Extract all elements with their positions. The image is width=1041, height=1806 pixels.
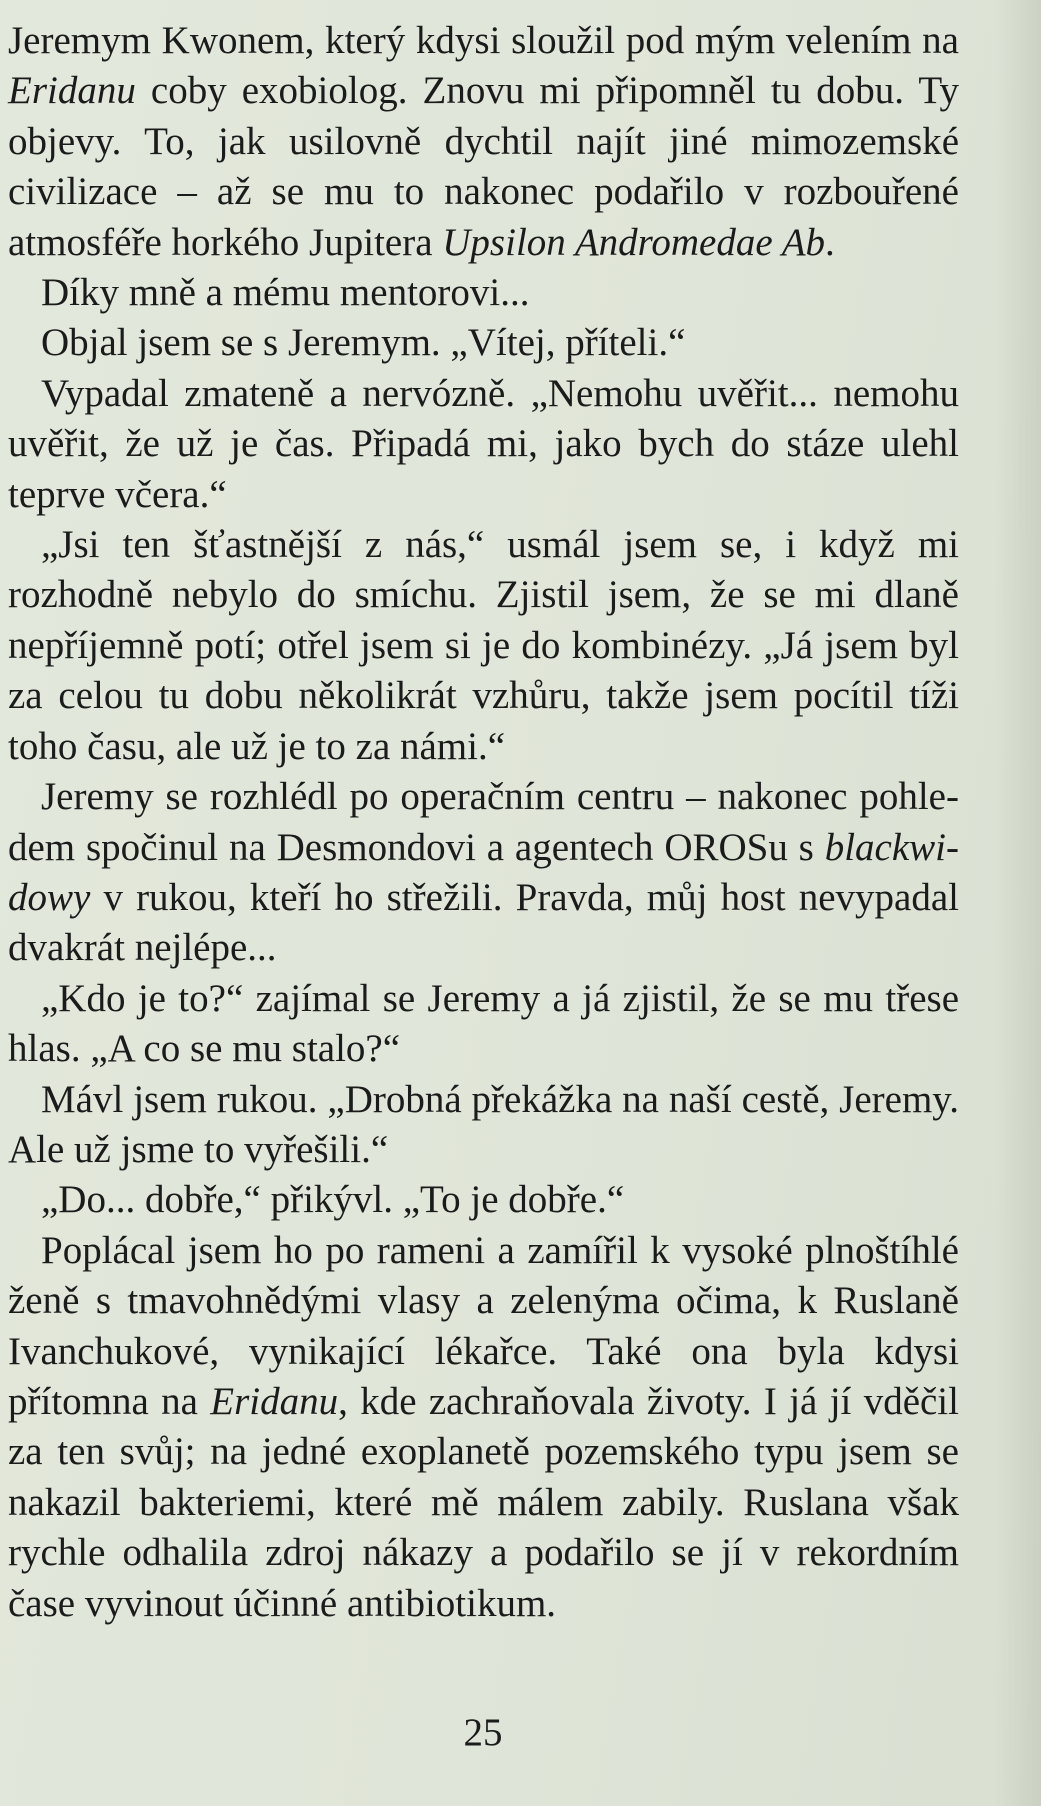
paragraph <box>8 1175 959 1225</box>
page-number: 25 <box>463 1711 503 1754</box>
text-run: v rukou, kteří ho střežili. Pravda, můj host nevypadal dvakrát nejlépe... <box>8 875 959 970</box>
text-run: „Kdo je to?“ zajímal se Jeremy a já zjistil, že se mu třese hlas. „A co se mu stalo?“ <box>8 976 959 1071</box>
paragraph <box>8 520 959 772</box>
text-run: Díky mně a mému mentorovi... <box>41 271 530 315</box>
text-run: „Do... dobře,“ přikývl. „To je dobře.“ <box>41 1178 625 1222</box>
page-edge-shadow <box>995 0 1041 1806</box>
text-run: Jeremy se rozhlédl po operačním centru – nakonec pohledem spočinul na Desmondovi a agentech OROSu s <box>8 775 959 869</box>
paragraph <box>8 268 959 318</box>
paragraph <box>8 974 959 1075</box>
paragraph <box>8 318 959 368</box>
text-run: , kde zachraňovala životy. I já jí vděčil za ten svůj; na jedné exoplanetě pozemského typu jsem se nakazil bakteriemi, které mě málem zabily. Ruslana však rychle odhalila zdroj nákazy a podařilo se jí v rekordním čase vyvinout účinné antibiotikum. <box>8 1379 959 1625</box>
text-run: Jeremym Kwonem, který kdysi sloužil pod mým velením na <box>8 19 959 62</box>
text-run: Poplácal jsem ho po rameni a zamířil k vysoké plnoštíhlé ženě s tmavohnědými vlasy a zelenýma očima, k Ruslaně Ivanchukové, vynikající lékařce. Také ona byla kdysi přítomna na <box>8 1228 959 1423</box>
paragraph <box>8 1075 959 1176</box>
italic-run: Eridanu <box>210 1379 339 1423</box>
italic-run: Eridanu <box>8 69 136 113</box>
text-run: Vypadal zmateně a nervózně. „Nemohu uvěřit... nemohu uvěřit, že už je čas. Připadá mi, jako bych do stáze ulehl teprve včera.“ <box>8 371 959 516</box>
paragraph <box>8 1226 959 1629</box>
paragraph <box>8 772 959 974</box>
body-text <box>8 16 959 1629</box>
italic-run: blackwidowy <box>8 825 959 919</box>
text-run: coby exobiolog. Znovu mi připomněl tu dobu. Ty objevy. To, jak usilovně dychtil najít jiné mimozemské civilizace – až se mu to nakonec podařilo v rozbouřené atmosféře horkého Jupitera <box>8 69 959 264</box>
text-run: . <box>825 220 835 264</box>
paragraph <box>8 16 959 268</box>
italic-run: Upsilon Andromedae Ab <box>442 220 826 264</box>
text-run: „Jsi ten šťastnější z nás,“ usmál jsem se, i když mi rozhodně nebylo do smíchu. Zjistil jsem, že se mi dlaně nepříjemně potí; otřel jsem si je do kombinézy. „Já jsem byl za celou tu dobu několikrát vzhůru, takže jsem pocítil tíži toho času, ale už je to za námi.“ <box>8 523 959 768</box>
text-run: Mávl jsem rukou. „Drobná překážka na naší cestě, Jeremy. Ale už jsme to vyřešili.“ <box>8 1077 959 1171</box>
paragraph <box>8 369 959 520</box>
text-run: Objal jsem se s Jeremym. „Vítej, příteli.“ <box>41 321 686 365</box>
